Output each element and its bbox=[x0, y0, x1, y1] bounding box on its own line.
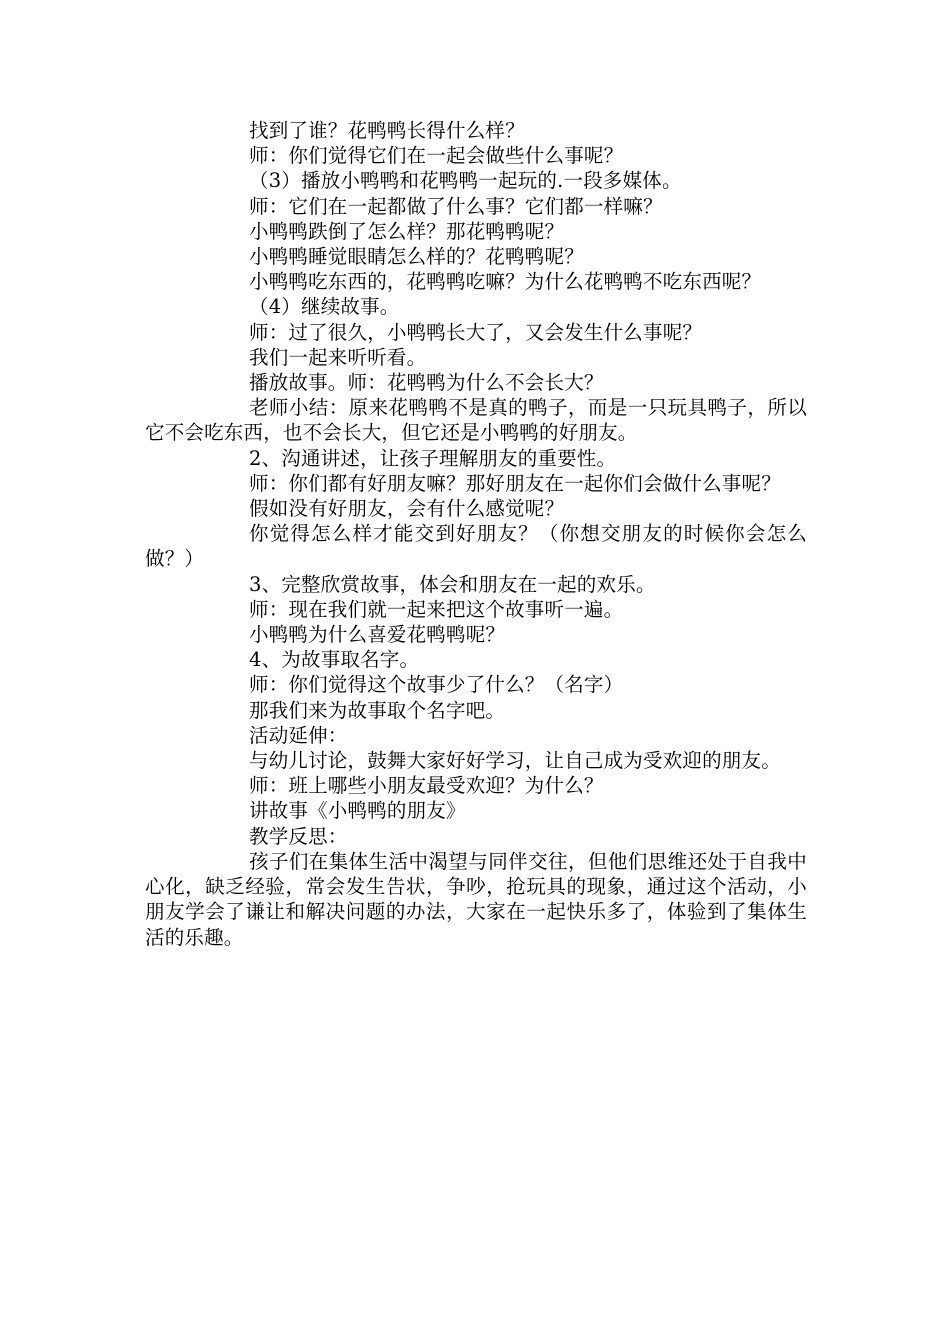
paragraph-19: 小鸭鸭为什么喜爱花鸭鸭呢？ bbox=[249, 623, 506, 647]
paragraph-21: 师：你们觉得这个故事少了什么？（名字） bbox=[249, 673, 624, 697]
paragraph-10: 我们一起来听听看。 bbox=[249, 345, 427, 369]
paragraph-26: 讲故事《小鸭鸭的朋友》 bbox=[249, 799, 466, 823]
paragraph-6: 小鸭鸭睡觉眼睛怎么样的？花鸭鸭呢？ bbox=[249, 245, 584, 269]
paragraph-24: 与幼儿讨论，鼓舞大家好好学习，让自己成为受欢迎的朋友。 bbox=[249, 749, 781, 773]
paragraph-7: 小鸭鸭吃东西的，花鸭鸭吃嘛？为什么花鸭鸭不吃东西呢？ bbox=[249, 270, 762, 294]
paragraph-5: 小鸭鸭跌倒了怎么样？那花鸭鸭呢？ bbox=[249, 219, 565, 243]
paragraph-25: 师：班上哪些小朋友最受欢迎？为什么？ bbox=[249, 774, 604, 798]
paragraph-12: 老师小结：原来花鸭鸭不是真的鸭子，而是一只玩具鸭子，所以它不会吃东西，也不会长大，但它还是小鸭鸭的好朋友。 bbox=[145, 396, 807, 445]
paragraph-1: 找到了谁？花鸭鸭长得什么样？ bbox=[249, 119, 525, 142]
paragraph-14: 师：你们都有好朋友嘛？那好朋友在一起你们会做什么事呢？ bbox=[249, 471, 781, 495]
section-heading-3: 3、完整欣赏故事，体会和朋友在一起的欢乐。 bbox=[249, 572, 656, 596]
document-body bbox=[145, 118, 807, 950]
paragraph-9: 师：过了很久，小鸭鸭长大了，又会发生什么事呢？ bbox=[249, 320, 703, 344]
section-heading-reflection: 教学反思： bbox=[249, 824, 348, 848]
paragraph-8: （4）继续故事。 bbox=[249, 295, 400, 319]
section-heading-2: 2、沟通讲述，让孩子理解朋友的重要性。 bbox=[249, 446, 617, 470]
paragraph-22: 那我们来为故事取个名字吧。 bbox=[249, 698, 506, 722]
paragraph-15: 假如没有好朋友，会有什么感觉呢？ bbox=[249, 497, 565, 521]
paragraph-11: 播放故事。师：花鸭鸭为什么不会长大？ bbox=[249, 371, 604, 395]
paragraph-3: （3）播放小鸭鸭和花鸭鸭一起玩的.一段多媒体。 bbox=[249, 169, 682, 193]
paragraph-28: 孩子们在集体生活中渴望与同伴交往，但他们思维还处于自我中心化，缺乏经验，常会发生告状，争吵，抢玩具的现象，通过这个活动，小朋友学会了谦让和解决问题的办法，大家在一起快乐多了，体验到了集体生活的乐趣。 bbox=[145, 849, 807, 949]
paragraph-4: 师：它们在一起都做了什么事？它们都一样嘛？ bbox=[249, 194, 663, 218]
paragraph-16: 你觉得怎么样才能交到好朋友？（你想交朋友的时候你会怎么做？） bbox=[145, 522, 807, 571]
section-heading-4: 4、为故事取名字。 bbox=[249, 648, 420, 672]
section-heading-extension: 活动延伸： bbox=[249, 723, 348, 747]
paragraph-2: 师：你们觉得它们在一起会做些什么事呢？ bbox=[249, 144, 624, 168]
paragraph-18: 师：现在我们就一起来把这个故事听一遍。 bbox=[249, 597, 624, 621]
